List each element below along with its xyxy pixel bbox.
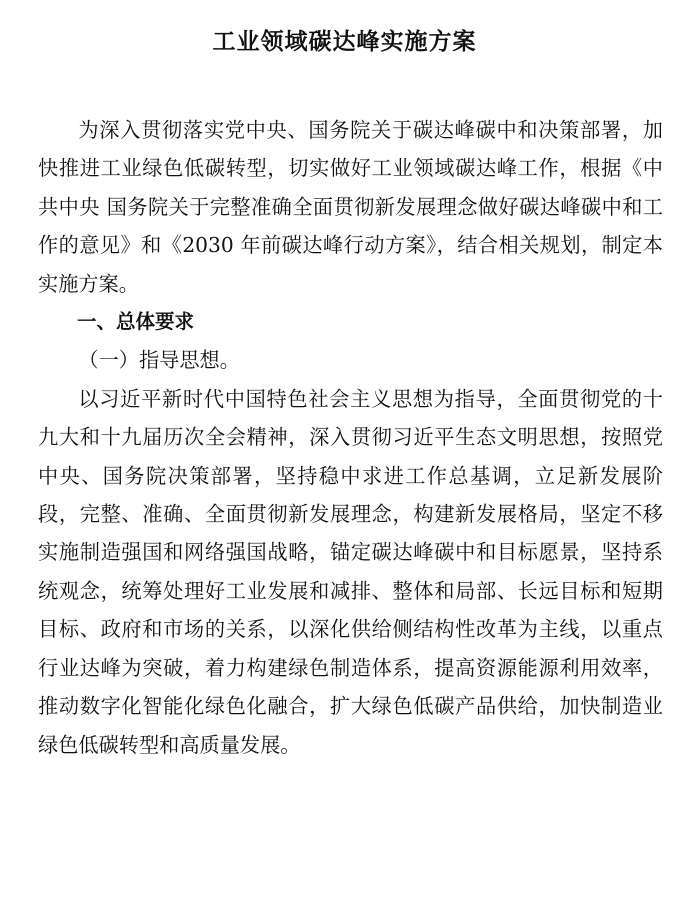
guiding-thought-paragraph: 以习近平新时代中国特色社会主义思想为指导，全面贯彻党的十九大和十九届历次全会精神，深入贯彻习近平生态文明思想，按照党中央、国务院决策部署，坚持稳中求进工作总基调，立足新发展阶段，完整、准确、全面贯彻新发展理念，构建新发展格局，坚定不移实施制造强国和网络强国战略，锚定碳达峰碳中和目标愿景，坚持系统观念，统筹处理好工业发展和减排、整体和局部、长远目标和短期目标、政府和市场的关系，以深化供给侧结构性改革为主线，以重点行业达峰为突破，着力构建绿色制造体系，提高资源能源利用效率，推动数字化智能化绿色化融合，扩大绿色低碳产品供给，加快制造业绿色低碳转型和高质量发展。 (38, 386, 663, 757)
section-heading-general-requirements: 一、总体要求 (77, 310, 195, 334)
intro-paragraph: 为深入贯彻落实党中央、国务院关于碳达峰碳中和决策部署，加快推进工业绿色低碳转型，切实做好工业领域碳达峰工作，根据《中共中央 国务院关于完整准确全面贯彻新发展理念做好碳达峰碳中和工作的意见》和《2030 年前碳达峰行动方案》，结合相关规划，制定本实施方案。 (38, 118, 663, 296)
document-body (38, 111, 663, 764)
subsection-heading-guiding-thought: （一）指导思想。 (78, 348, 240, 373)
document-title: 工业领域碳达峰实施方案 (212, 28, 477, 55)
